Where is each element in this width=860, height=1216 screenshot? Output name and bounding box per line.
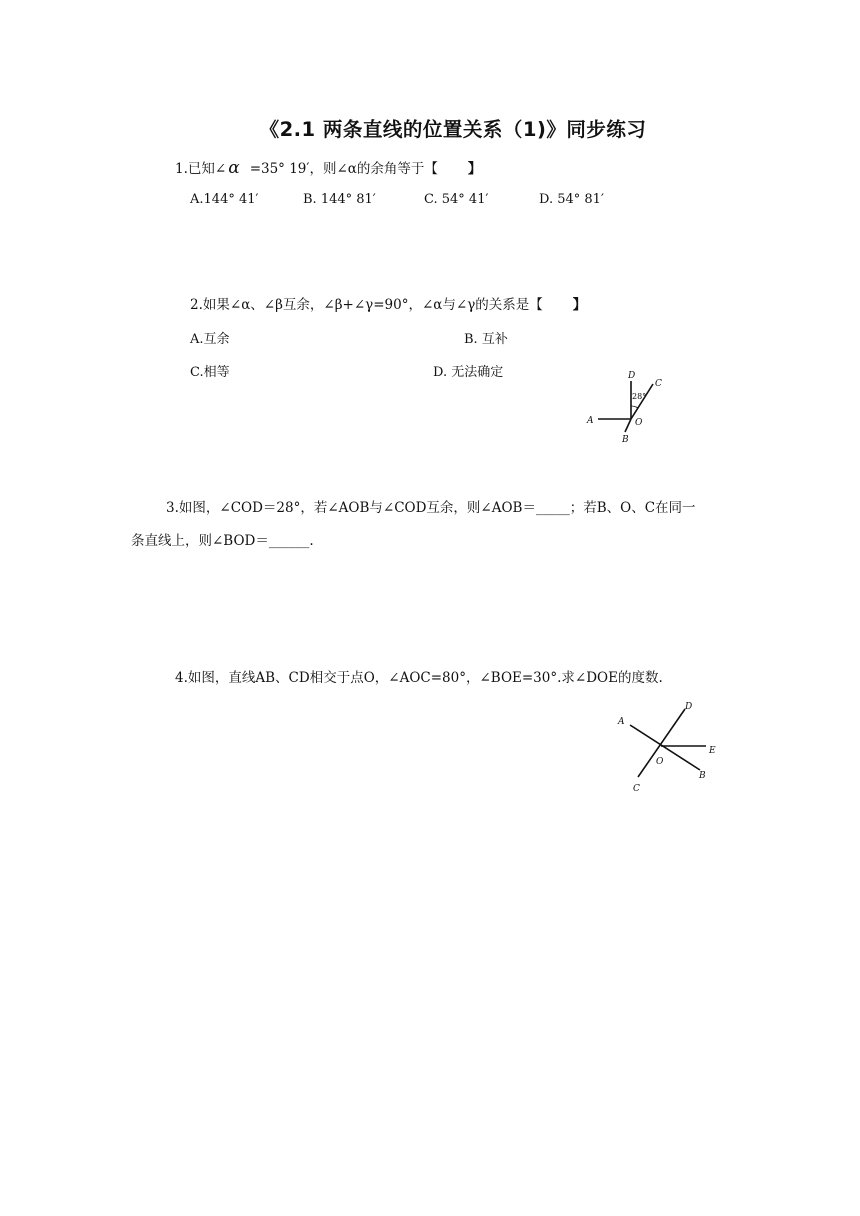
q4-stem: 4.如图，直线AB、CD相交于点O，∠AOC=80°，∠BOE=30°.求∠DOE的度数. <box>175 670 663 686</box>
label-b: B <box>622 435 629 445</box>
q3-line-1: 3.如图，∠COD＝28°，若∠AOB与∠COD互余，则∠AOB＝_____；若B、O、C在同一 <box>166 500 696 516</box>
ray-ob <box>625 419 631 432</box>
label-a: A <box>587 416 594 426</box>
q3-line-2: 条直线上，则∠BOD＝______. <box>131 533 314 549</box>
label-d: D <box>628 371 636 381</box>
q1-option-b: B. 144° 81′ <box>303 192 376 207</box>
q1-stem-b: =35° 19′，则∠α的余角等于【 <box>249 161 438 177</box>
q1-alpha: α <box>228 158 240 178</box>
label-c: C <box>633 784 640 794</box>
q1-option-d: D. 54° 81′ <box>539 192 604 207</box>
q2-option-d: D. 无法确定 <box>433 365 504 380</box>
q1-option-c: C. 54° 41′ <box>424 192 489 207</box>
ray-oc <box>631 384 653 419</box>
q2-option-c: C.相等 <box>190 365 230 380</box>
label-a: A <box>618 717 625 727</box>
q3-angle-figure <box>582 366 672 448</box>
page-title: 《2.1 两条直线的位置关系（1)》同步练习 <box>259 118 647 141</box>
label-b: B <box>699 771 706 781</box>
label-c: C <box>655 379 662 389</box>
q1-option-a: A.144° 41′ <box>190 192 259 207</box>
question-1-stem <box>175 157 481 178</box>
label-o: O <box>635 418 643 428</box>
q2-bracket-close: 】 <box>572 297 587 313</box>
question-2-stem <box>190 293 586 313</box>
label-d: D <box>685 702 693 712</box>
q2-option-b: B. 互补 <box>464 332 508 347</box>
label-28-degrees: 28° <box>632 392 647 401</box>
q2-option-a: A.互余 <box>190 332 230 347</box>
q2-stem: 2.如果∠α、∠β互余，∠β+∠γ=90°，∠α与∠γ的关系是【 <box>190 297 543 313</box>
label-o: O <box>656 757 664 767</box>
angle-arc-cod <box>631 406 638 408</box>
label-e: E <box>709 746 716 756</box>
q1-bracket-close: 】 <box>467 161 482 177</box>
line-ab <box>630 725 700 770</box>
q4-intersecting-lines-figure <box>612 697 724 797</box>
q1-stem-a: 1.已知∠ <box>175 161 227 177</box>
